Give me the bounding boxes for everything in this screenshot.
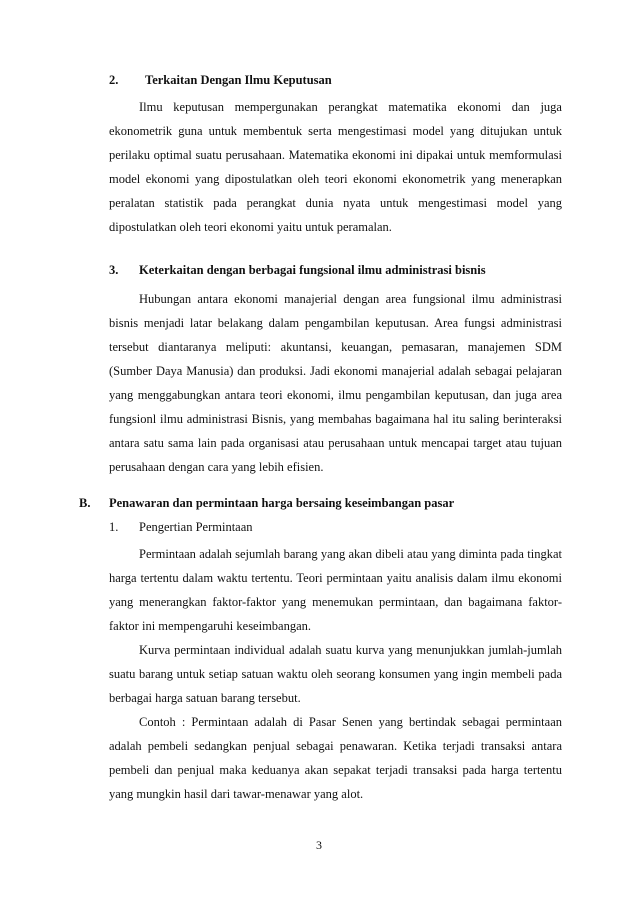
section-2-number: 2. (109, 73, 119, 87)
permintaan-paragraph: Permintaan adalah sejumlah barang yang akan dibeli atau yang diminta pada tingkat harga tertentu dalam waktu tertentu. Teori permintaan yaitu analisis dalam ilmu ekonomi yang menerangkan faktor-faktor yang menemukan permintaan, dan bagaimana faktor-faktor ini mempengaruhi keseimbangan. (109, 547, 562, 633)
subsection-1-title: Pengertian Permintaan (139, 520, 253, 534)
subsection-1-number: 1. (109, 520, 119, 534)
section-2-title: Terkaitan Dengan Ilmu Keputusan (145, 73, 332, 87)
section-3-title: Keterkaitan dengan berbagai fungsional ilmu administrasi bisnis (139, 263, 486, 277)
kurva-permintaan-paragraph: Kurva permintaan individual adalah suatu kurva yang menunjukkan jumlah-jumlah suatu barang untuk setiap satuan waktu oleh seorang konsumen yang ingin membeli pada berbagai harga satuan barang tersebut. (109, 643, 562, 705)
page-number: 3 (316, 838, 322, 852)
section-b-title: Penawaran dan permintaan harga bersaing keseimbangan pasar (109, 496, 455, 510)
section-3-paragraph: Hubungan antara ekonomi manajerial dengan area fungsional ilmu administrasi bisnis menjadi latar belakang dalam pengambilan keputusan. Area fungsi administrasi tersebut diantaranya meliputi: akuntansi, keuangan, pemasaran, manajemen SDM (Sumber Daya Manusia) dan produksi. Jadi ekonomi manajerial adalah sebagai pelajaran yang menggabungkan antara teori ekonomi, ilmu pengambilan keputusan, dan juga area fungsionl ilmu administrasi Bisnis, yang membahas bagaimana hal itu saling berinteraksi antara satu sama lain pada organisasi atau perusahaan untuk mencapai target atau tujuan perusahaan dengan cara yang lebih efisien. (109, 292, 562, 474)
contoh-paragraph: Contoh : Permintaan adalah di Pasar Senen yang bertindak sebagai permintaan adalah pembeli sedangkan penjual sebagai penawaran. Ketika terjadi transaksi antara pembeli dan penjual maka keduanya akan sepakat terjadi transaksi pada harga tertentu yang mungkin hasil dari tawar-menawar yang alot. (109, 715, 562, 801)
section-b-letter: B. (79, 496, 91, 510)
section-2-paragraph: Ilmu keputusan mempergunakan perangkat matematika ekonomi dan juga ekonometrik guna untuk membentuk serta mengestimasi model yang ditujukan untuk perilaku optimal suatu perusahaan. Matematika ekonomi ini dipakai untuk memformulasi model ekonomi yang dipostulatkan oleh teori ekonomi ekonometrik yang menerapkan peralatan statistik pada perangkat dunia nyata untuk mengestimasi model yang dipostulatkan oleh teori ekonomi yaitu untuk peramalan. (109, 100, 562, 234)
section-3-number: 3. (109, 263, 119, 277)
